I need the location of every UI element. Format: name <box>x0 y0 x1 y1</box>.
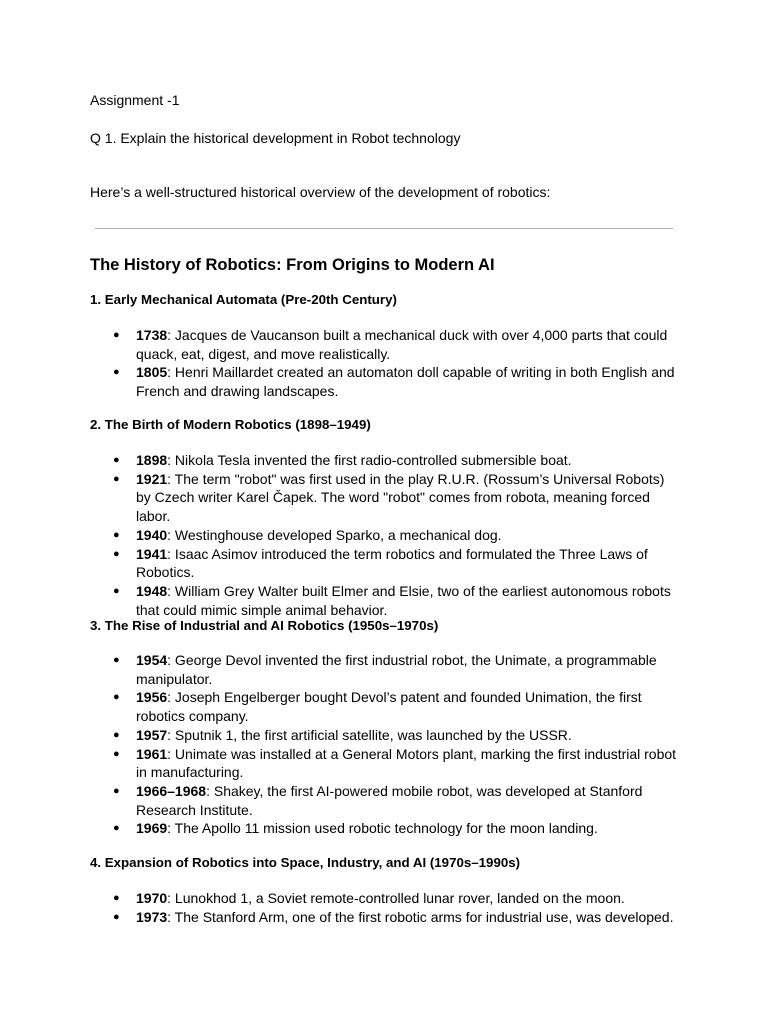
item-year: 1961 <box>136 745 168 762</box>
item-year: 1973 <box>136 908 168 925</box>
bullet-icon: ● <box>113 584 120 597</box>
item-text: : William Grey Walter built Elmer and Elsie, two of the earliest autonomous robots that could mimic simple animal behavior. <box>136 582 675 618</box>
list-item <box>90 726 680 745</box>
list-item <box>90 889 680 908</box>
item-text: : Jacques de Vaucanson built a mechanical duck with over 4,000 parts that could quack, eat, digest, and move realistically. <box>136 327 672 362</box>
bullet-icon: ● <box>113 547 120 560</box>
item-text: : The term "robot" was first used in the play R.U.R. (Rossum’s Universal Robots) by Czech writer Karel Čapek. The word "robot" comes from robota, meaning forced labor. <box>136 470 669 525</box>
item-text: : The Apollo 11 mission used robotic technology for the moon landing. <box>167 820 598 837</box>
section-list-3 <box>90 651 680 838</box>
item-year: 1956 <box>136 689 168 706</box>
list-item <box>90 326 680 363</box>
list-item <box>90 582 680 619</box>
bullet-icon: ● <box>113 728 120 741</box>
item-year: 1954 <box>136 652 168 668</box>
list-item <box>90 363 680 400</box>
bullet-icon: ● <box>113 654 120 666</box>
list-item <box>90 470 680 526</box>
section-list-1 <box>90 326 680 401</box>
section-list-4 <box>90 889 680 926</box>
section-heading-4: 4. Expansion of Robotics into Space, Industry, and AI (1970s–1990s) <box>90 855 521 870</box>
item-text: : Isaac Asimov introduced the term robotics and formulated the Three Laws of Robotics. <box>136 545 652 581</box>
list-item <box>90 526 680 545</box>
item-year: 1738 <box>136 327 168 343</box>
item-year: 1966–1968 <box>136 782 207 799</box>
list-item <box>90 451 680 470</box>
item-year: 1898 <box>136 452 168 468</box>
item-text: : Sputnik 1, the first artificial satellite, was launched by the USSR. <box>167 726 572 743</box>
bullet-icon: ● <box>113 784 120 797</box>
item-year: 1805 <box>136 364 168 381</box>
bullet-icon: ● <box>113 454 120 466</box>
bullet-icon: ● <box>113 822 120 835</box>
horizontal-divider <box>95 228 673 229</box>
list-item <box>90 782 680 819</box>
assignment-label: Assignment -1 <box>90 92 180 108</box>
list-item <box>90 688 680 725</box>
item-year: 1969 <box>136 820 168 837</box>
bullet-icon: ● <box>113 747 120 760</box>
item-year: 1941 <box>136 545 168 562</box>
item-text: : Shakey, the first AI-powered mobile robot, was developed at Stanford Research Institute. <box>136 782 647 818</box>
item-text: : Unimate was installed at a General Motors plant, marking the first industrial robot in manufacturing. <box>136 745 680 781</box>
item-text: : George Devol invented the first industrial robot, the Unimate, a programmable manipulator. <box>136 652 661 687</box>
bullet-icon: ● <box>113 910 120 923</box>
section-heading-3: 3. The Rise of Industrial and AI Robotics (1950s–1970s) <box>90 618 439 633</box>
bullet-icon: ● <box>113 528 120 541</box>
item-text: : Westinghouse developed Sparko, a mechanical dog. <box>167 526 502 543</box>
bullet-icon: ● <box>113 366 120 379</box>
question-text: Q 1. Explain the historical development in Robot technology <box>90 130 461 146</box>
item-year: 1940 <box>136 526 168 543</box>
list-item <box>90 908 680 927</box>
list-item <box>90 819 680 838</box>
bullet-icon: ● <box>113 329 120 341</box>
section-list-2 <box>90 451 680 619</box>
item-year: 1970 <box>136 890 168 906</box>
bullet-icon: ● <box>113 892 120 904</box>
bullet-icon: ● <box>113 691 120 704</box>
item-year: 1957 <box>136 726 168 743</box>
bullet-icon: ● <box>113 472 120 485</box>
item-year: 1948 <box>136 582 168 599</box>
item-year: 1921 <box>136 470 168 487</box>
page-title: The History of Robotics: From Origins to Modern AI <box>90 256 495 274</box>
section-heading-2: 2. The Birth of Modern Robotics (1898–1949) <box>90 417 371 432</box>
item-text: : The Stanford Arm, one of the first robotic arms for industrial use, was developed. <box>167 908 674 925</box>
item-text: : Joseph Engelberger bought Devol’s patent and founded Unimation, the first robotics company. <box>136 689 646 725</box>
intro-text: Here’s a well-structured historical overview of the development of robotics: <box>90 184 551 200</box>
section-heading-1: 1. Early Mechanical Automata (Pre-20th Century) <box>90 292 397 307</box>
list-item <box>90 545 680 582</box>
item-text: : Lunokhod 1, a Soviet remote-controlled lunar rover, landed on the moon. <box>167 890 625 906</box>
item-text: : Nikola Tesla invented the first radio-controlled submersible boat. <box>167 452 572 468</box>
item-text: : Henri Maillardet created an automaton doll capable of writing in both English and French and drawing landscapes. <box>136 364 679 400</box>
list-item <box>90 651 680 688</box>
list-item <box>90 745 680 782</box>
